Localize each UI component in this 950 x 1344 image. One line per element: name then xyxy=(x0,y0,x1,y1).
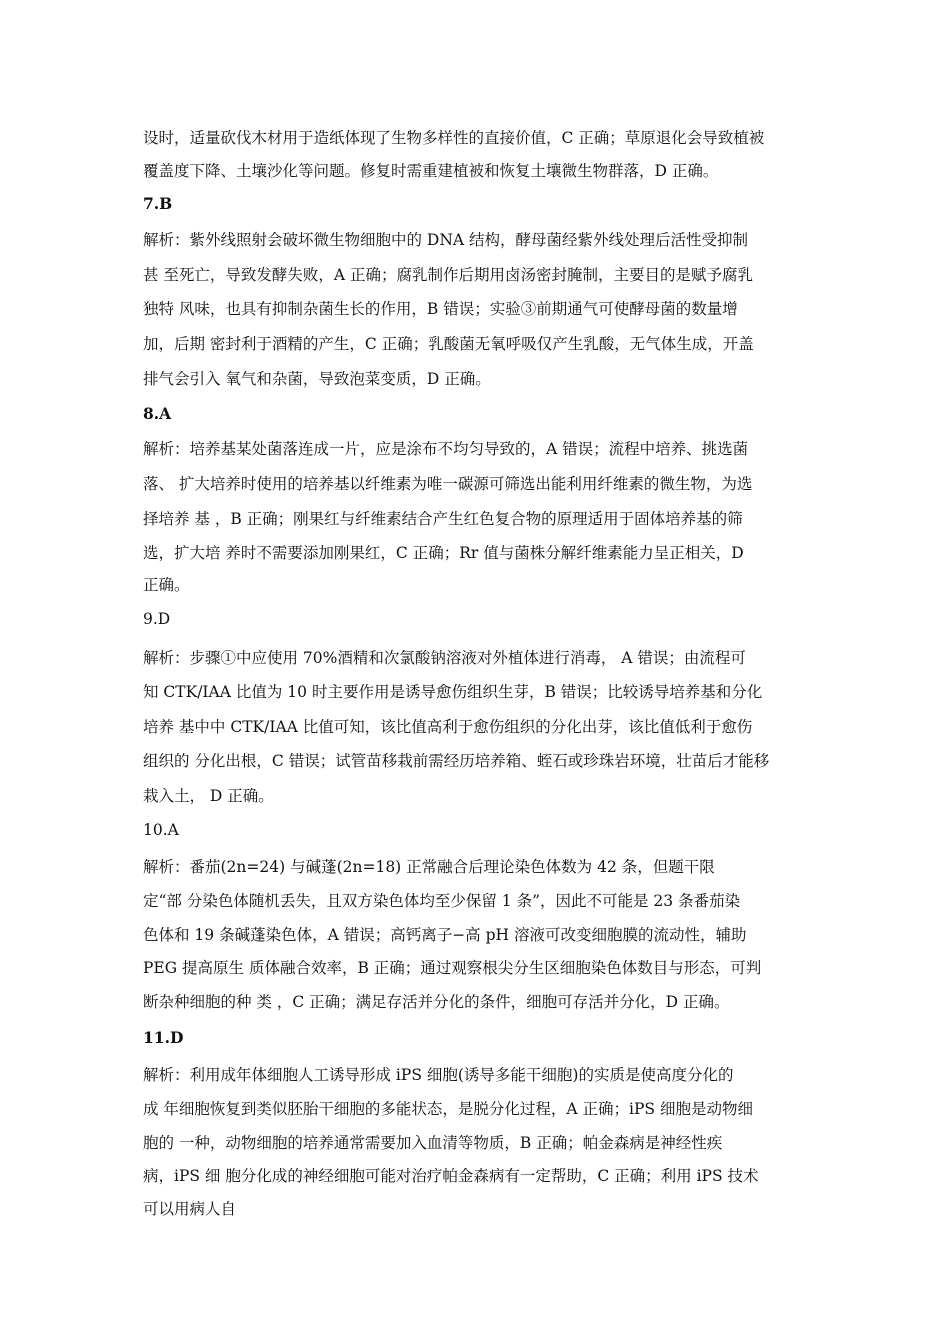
text-line: 解析：培养基某处菌落连成一片，应是涂布不均匀导致的，A 错误；流程中培养、挑选菌 xyxy=(143,440,749,458)
text-line: 解析：利用成年体细胞人工诱导形成 iPS 细胞(诱导多能干细胞)的实质是使高度分化的 xyxy=(143,1066,734,1084)
text-line: 覆盖度下降、土壤沙化等问题。修复时需重建植被和恢复土壤微生物群落，D 正确。 xyxy=(143,162,719,180)
text-line: 解析：紫外线照射会破坏微生物细胞中的 DNA 结构，酵母菌经紫外线处理后活性受抑制 xyxy=(143,231,749,249)
answer-heading: 9.D xyxy=(143,610,171,628)
text-line: 断杂种细胞的种 类 ，C 正确；满足存活并分化的条件，细胞可存活并分化，D 正确。 xyxy=(143,993,730,1011)
text-line: 知 CTK/IAA 比值为 10 时主要作用是诱导愈伤组织生芽，B 错误；比较诱导培养基和分化 xyxy=(143,683,763,701)
text-line: 解析：番茄(2n=24) 与碱蓬(2n=18) 正常融合后理论染色体数为 42 条，但题干限 xyxy=(143,858,715,876)
text-line: 加，后期 密封利于酒精的产生，C 正确；乳酸菌无氧呼吸仅产生乳酸，无气体生成，开盖 xyxy=(143,335,754,353)
text-line: 排气会引入 氧气和杂菌，导致泡菜变质，D 正确。 xyxy=(143,370,491,388)
text-line: 培养 基中中 CTK/IAA 比值可知，该比值高利于愈伤组织的分化出芽，该比值低利于愈伤 xyxy=(143,718,753,736)
text-line: 择培养 基 ，B 正确；刚果红与纤维素结合产生红色复合物的原理适用于固体培养基的筛 xyxy=(143,510,743,528)
answer-heading: 10.A xyxy=(143,821,179,839)
text-line: 独特 风味，也具有抑制杂菌生长的作用，B 错误；实验③前期通气可使酵母菌的数量增 xyxy=(143,300,738,318)
text-line: 落、 扩大培养时使用的培养基以纤维素为唯一碳源可筛选出能利用纤维素的微生物，为选 xyxy=(143,475,753,493)
text-line: 正确。 xyxy=(143,576,190,594)
text-line: 栽入土， D 正确。 xyxy=(143,787,274,805)
text-line: 解析：步骤①中应使用 70%酒精和次氯酸钠溶液对外植体进行消毒， A 错误；由流程可 xyxy=(143,649,746,667)
text-line: 定“部 分染色体随机丢失，且双方染色体均至少保留 1 条”，因此不可能是 23 条番茄染 xyxy=(143,892,741,910)
answer-heading: 11.D xyxy=(143,1028,184,1047)
text-line: 病，iPS 细 胞分化成的神经细胞可能对治疗帕金森病有一定帮助，C 正确；利用 iPS 技术 xyxy=(143,1167,759,1185)
text-line: 组织的 分化出根，C 错误；试管苗移栽前需经历培养箱、蛭石或珍珠岩环境，壮苗后才能移 xyxy=(143,752,770,770)
text-line: 成 年细胞恢复到类似胚胎干细胞的多能状态，是脱分化过程，A 正确；iPS 细胞是动物细 xyxy=(143,1100,753,1118)
text-line: 设时，适量砍伐木材用于造纸体现了生物多样性的直接价值，C 正确；草原退化会导致植被 xyxy=(143,129,765,147)
answer-heading: 7.B xyxy=(143,194,173,213)
text-line: 胞的 一种，动物细胞的培养通常需要加入血清等物质，B 正确；帕金森病是神经性疾 xyxy=(143,1134,723,1152)
text-line: 可以用病人自 xyxy=(143,1200,237,1218)
text-line: PEG 提高原生 质体融合效率，B 正确；通过观察根尖分生区细胞染色体数目与形态，可判 xyxy=(143,959,762,977)
text-line: 选，扩大培 养时不需要添加刚果红，C 正确；Rr 值与菌株分解纤维素能力呈正相关，D xyxy=(143,544,744,562)
answer-heading: 8.A xyxy=(143,404,172,423)
text-line: 色体和 19 条碱蓬染色体，A 错误；高钙离子−高 pH 溶液可改变细胞膜的流动性，辅助 xyxy=(143,926,747,944)
text-line: 甚 至死亡，导致发酵失败，A 正确；腐乳制作后期用卤汤密封腌制，主要目的是赋予腐乳 xyxy=(143,266,754,284)
